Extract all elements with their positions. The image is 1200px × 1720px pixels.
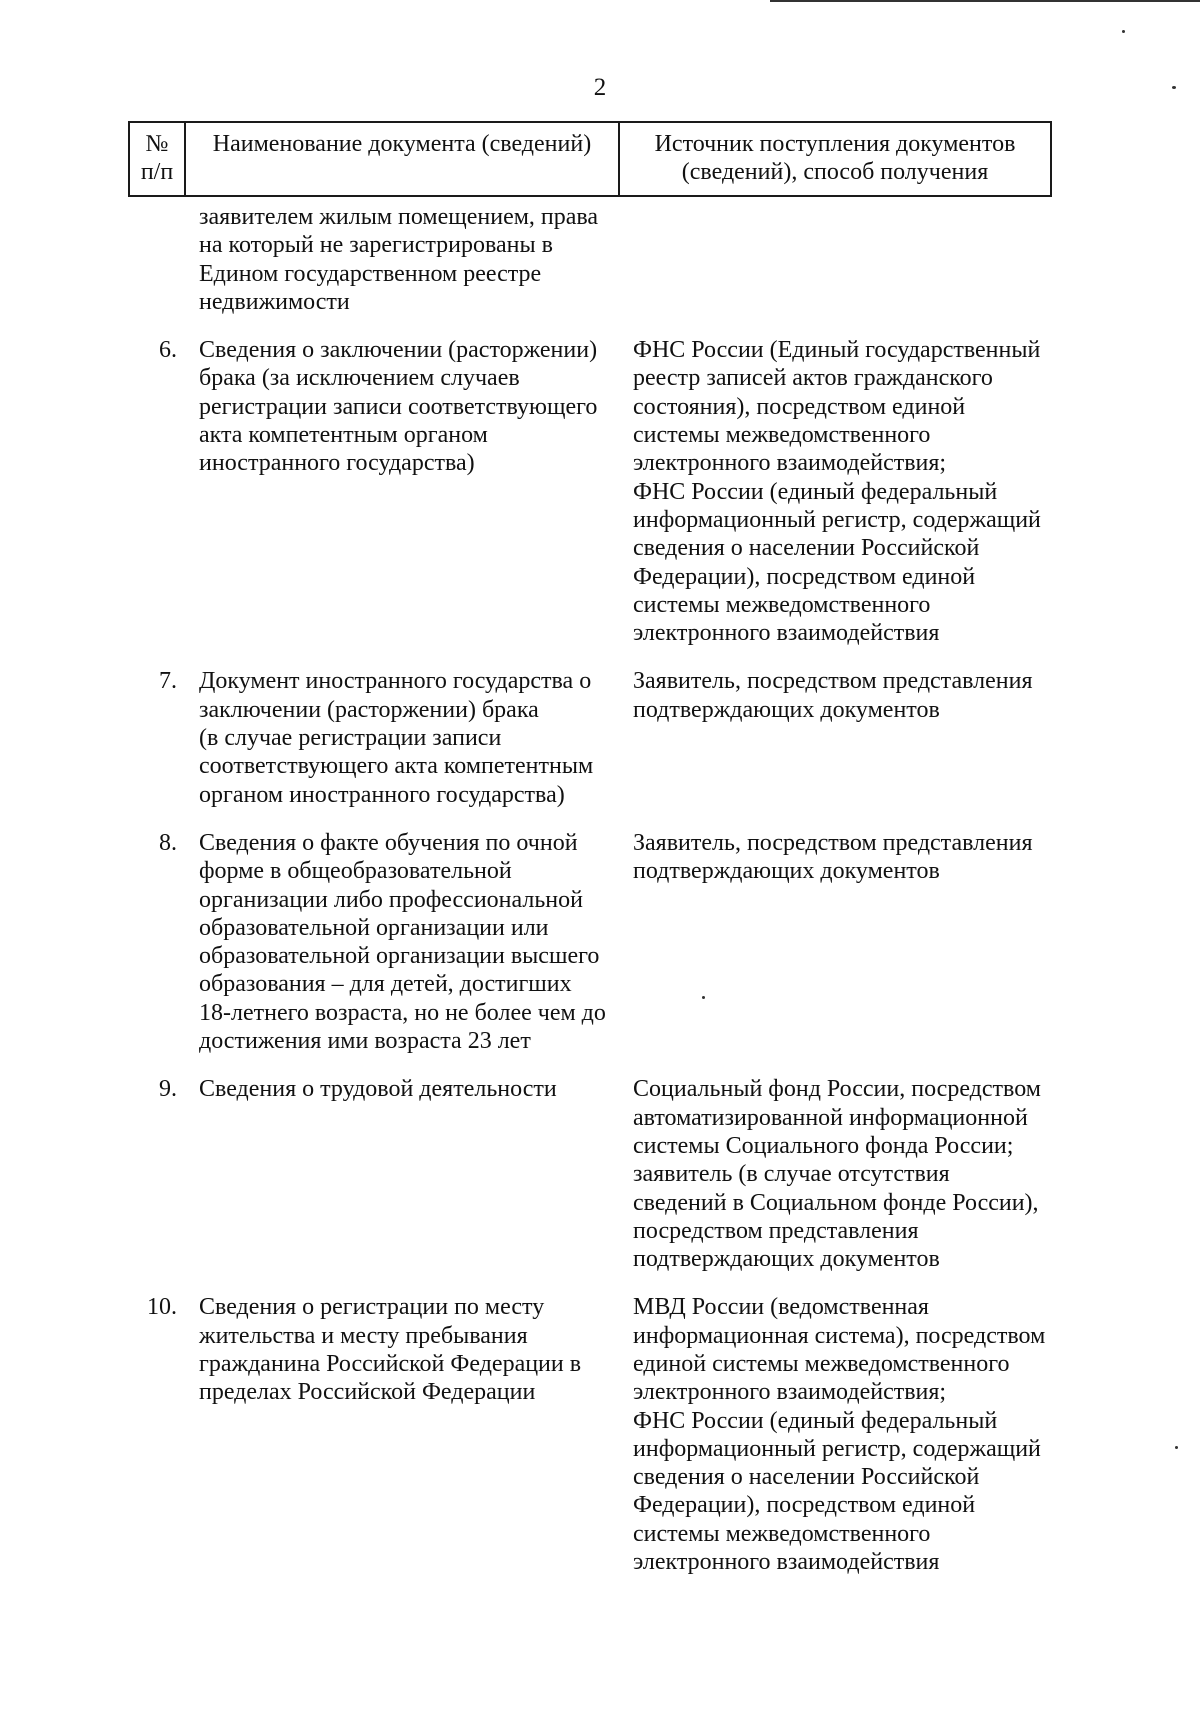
row-number [129,196,185,336]
table-body [129,196,1051,1596]
row-document-name: заявителем жилым помещением, права на который не зарегистрированы в Едином государственном реестре недвижимости [199,204,599,315]
row-number: 8. [159,829,177,856]
scan-speck [702,996,705,999]
table-header [129,122,1051,196]
documents-table [128,121,1052,1596]
row-document-name: Сведения о факте обучения по очной форме в общеобразовательной организации либо профессиональной образовательной организации или образовательной организации высшего образования – для детей, достигших 18-летнего возраста, но не более чем до достижения ими возраста 23 лет [199,829,606,1055]
row-source: Социальный фонд России, посредством автоматизированной информационной системы Социального фонда России; заявитель (в случае отсутствия сведений в Социальном фонде России), посредством представления подтверждающих документов [633,1076,1041,1273]
scan-speck [1172,86,1176,89]
page-number: 2 [593,74,607,101]
row-source: Заявитель, посредством представления подтверждающих документов [633,829,1033,885]
row-number: 7. [159,668,177,695]
header-number: № п/п [129,122,185,196]
row-document-name: Сведения о трудовой деятельности [199,1076,557,1103]
scan-speck [1175,1446,1178,1449]
row-source [619,196,1051,336]
table-row [129,829,1051,1075]
row-number: 9. [159,1076,177,1103]
header-source: Источник поступления документов (сведений), способ получения [619,122,1051,196]
row-document-name: Сведения о заключении (расторжении) брака (за исключением случаев регистрации записи соответствующего акта компетентным органом иностранного государства) [199,337,598,477]
table-row [129,667,1051,828]
row-source: ФНС России (Единый государственный реестр записей актов гражданского состояния), посредством единой системы межведомственного электронного взаимодействия; ФНС России (единый федеральный информационный регистр, содержащий сведения о населении Российской Федерации), посредством единой системы межведомственного электронного взаимодействия [633,337,1041,647]
row-document-name: Сведения о регистрации по месту жительства и месту пребывания гражданина Российской Федерации в пределах Российской Федерации [199,1294,582,1406]
table-row [129,1293,1051,1596]
table-row [129,336,1051,667]
scan-edge-line [770,0,1200,2]
row-document-name: Документ иностранного государства о заключении (расторжении) брака (в случае регистрации записи соответствующего акта компетентным органом иностранного государства) [199,668,594,808]
header-row [129,122,1051,196]
row-source: МВД России (ведомственная информационная система), посредством единой системы межведомственного электронного взаимодействия; ФНС России (единый федеральный информационный регистр, содержащий сведения о населении Российской Федерации), посредством единой системы межведомственного электронного взаимодействия [633,1294,1046,1576]
scan-speck [1122,30,1125,33]
table-row [129,1075,1051,1293]
header-document-name: Наименование документа (сведений) [185,122,619,196]
row-source: Заявитель, посредством представления подтверждающих документов [633,668,1033,723]
row-number: 6. [159,337,177,364]
table-row [129,196,1051,336]
row-number: 10. [147,1294,177,1321]
